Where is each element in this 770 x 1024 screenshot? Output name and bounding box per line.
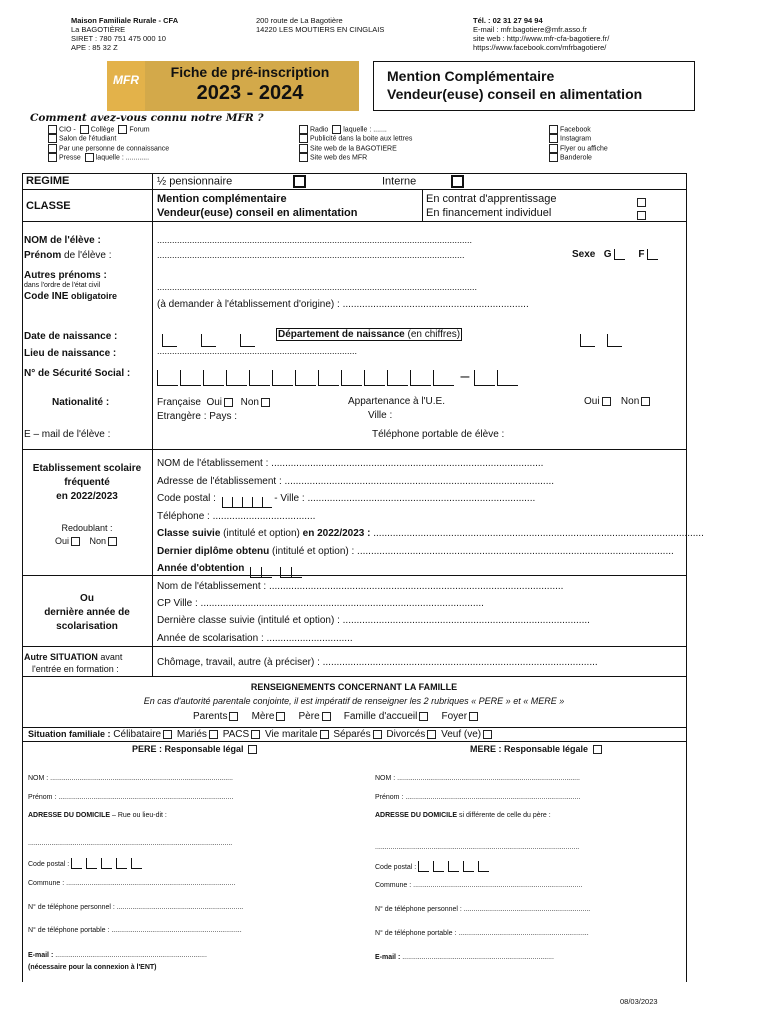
regime-opt-2-label: Interne — [382, 175, 417, 188]
checkbox-sexe-g[interactable] — [614, 249, 625, 260]
sexe-g-label: G — [603, 249, 612, 260]
etab-tel-field[interactable]: Téléphone : ..................................... — [157, 510, 316, 522]
ue-oui-label: Oui — [584, 396, 600, 407]
mere-prenom-field[interactable]: Prénom : .......................................................................................... — [375, 794, 581, 801]
checkbox-pacs[interactable] — [251, 730, 260, 739]
etab-adresse-field[interactable]: Adresse de l'établissement : ................................................................................................. — [157, 475, 555, 487]
famille-opt-foyer: Foyer — [441, 711, 468, 722]
label-presse-laquelle: laquelle : ............ — [95, 154, 150, 162]
mere-adresse-r: si différente de celle du père : — [457, 812, 551, 819]
form-title: Fiche de pré-inscription — [170, 64, 330, 80]
checkbox-nat-oui[interactable] — [224, 398, 233, 407]
row-line — [22, 189, 686, 190]
classe-value — [157, 192, 358, 220]
famille-options — [193, 711, 480, 722]
derniere-label — [22, 592, 152, 634]
checkbox-instagram[interactable] — [549, 134, 558, 143]
checkbox-site-bagotiere[interactable] — [299, 144, 308, 153]
dob-field[interactable] — [162, 329, 261, 347]
pere-email-dots: .............................................................................. — [53, 952, 207, 959]
sit-veuf: Veuf (ve) — [441, 729, 482, 740]
sexe-label: Sexe — [572, 249, 596, 260]
sit-pacs: PACS — [222, 729, 250, 740]
pere-cp-label: Code postal : — [28, 861, 70, 868]
pere-email-label: E-mail : — [28, 952, 54, 959]
famille-opt-pere: Père — [298, 711, 320, 722]
row-line — [22, 676, 686, 677]
ue-non-label: Non — [620, 396, 640, 407]
mention-line-2: Vendeur(euse) conseil en alimentation — [387, 86, 643, 102]
pere-prenom-field[interactable]: Prénom : .......................................................................................... — [28, 794, 234, 801]
derniere-cp-field[interactable]: CP Ville : ...................................................................................................... — [157, 598, 484, 610]
label-cio: CIO - — [59, 126, 76, 134]
checkbox-salon[interactable] — [48, 134, 57, 143]
email-label: E – mail de l'élève : — [24, 429, 111, 440]
ine-sub: obligatoire — [68, 291, 117, 301]
ine-field[interactable]: (à demander à l'établissement d'origine) : ................................................................... — [157, 299, 529, 310]
checkbox-celibataire[interactable] — [163, 730, 172, 739]
label-banderole: Banderole — [560, 154, 592, 162]
nat-fr-label: Française — [157, 397, 201, 408]
etab-fields — [157, 455, 704, 578]
situation-familiale — [28, 729, 494, 740]
mere-email-label: E-mail : — [375, 954, 401, 961]
mere-cp-field[interactable] — [375, 861, 491, 872]
situation-label-2: l'entrée en formation : — [32, 664, 119, 674]
mention-box — [373, 61, 695, 111]
label-radio: Radio — [310, 126, 329, 134]
checkbox-sexe-f[interactable] — [647, 249, 658, 260]
nom-label: NOM de l'élève : — [24, 235, 101, 246]
mere-commune-field[interactable]: Commune : ....................................................................................... — [375, 882, 583, 889]
label-radio-laquelle: laquelle : ....... — [343, 126, 387, 134]
address-block — [256, 16, 384, 34]
dept-field[interactable] — [580, 329, 628, 347]
derniere-fields — [157, 578, 590, 647]
form-year: 2023 - 2024 — [196, 82, 304, 104]
label-college: Collège — [90, 126, 115, 134]
etab-cp-box[interactable] — [222, 497, 232, 508]
org-ape: APE : 85 32 Z — [71, 43, 118, 52]
checkbox-maries[interactable] — [209, 730, 218, 739]
email[interactable]: E-mail : mfr.bagotiere@mfr.asso.fr — [473, 25, 587, 34]
org-block — [71, 16, 178, 52]
checkbox-personne[interactable] — [48, 144, 57, 153]
checkbox-pere[interactable] — [322, 712, 331, 721]
ue-options — [584, 396, 652, 407]
checkbox-demi-pension[interactable] — [293, 175, 306, 188]
checkbox-banderole[interactable] — [549, 153, 558, 162]
mere-tel-port-field[interactable]: N° de téléphone portable : ................................................................... — [375, 930, 589, 937]
mere-adresse-b: ADRESSE DU DOMICILE — [375, 812, 458, 819]
mention-line-1: Mention Complémentaire — [387, 68, 555, 84]
checkbox-interne[interactable] — [451, 175, 464, 188]
sexe-field — [572, 249, 660, 260]
checkbox-financement[interactable] — [635, 207, 648, 225]
lieu-field[interactable]: ................................................................................ — [157, 346, 358, 356]
checkbox-mere[interactable] — [276, 712, 285, 721]
how-col-1 — [46, 125, 169, 162]
pere-adresse-label — [28, 811, 167, 820]
classe-opt-2: En financement individuel — [426, 207, 552, 219]
how-col-3 — [547, 125, 608, 162]
birth-labels — [24, 328, 117, 362]
org-name-2: La BAGOTIÈRE — [71, 25, 126, 34]
classe-value-2: Vendeur(euse) conseil en alimentation — [157, 207, 358, 219]
autres-prenoms — [24, 270, 117, 302]
famille-subtitle: En cas d'autorité parentale conjointe, il est impératif de renseigner les 2 rubriques « PERE » et « MERE » — [143, 696, 565, 706]
derniere-label-3: scolarisation — [56, 621, 118, 632]
label-site-mfr: Site web des MFR — [310, 154, 368, 162]
prenom-field[interactable]: ........................................................................................................................... — [157, 250, 465, 260]
checkbox-nat-non[interactable] — [261, 398, 270, 407]
dob-label: Date de naissance : — [24, 331, 118, 342]
etab-diplome-label: Dernier diplôme obtenu — [157, 545, 270, 557]
mere-tel-perso-field[interactable]: N° de téléphone personnel : ................................................................. — [375, 906, 591, 913]
checkbox-separes[interactable] — [373, 730, 382, 739]
pere-tel-perso-field[interactable]: N° de téléphone personnel : ................................................................. — [28, 904, 244, 911]
pere-tel-port-field[interactable]: N° de téléphone portable : ................................................................... — [28, 927, 242, 934]
col-divider — [422, 189, 423, 221]
derniere-classe-field[interactable]: Dernière classe suivie (intitulé et option) : ......................................................................................... — [157, 615, 590, 627]
student-name-fields — [157, 233, 472, 263]
nat-label: Nationalité : — [52, 397, 110, 408]
row-line — [22, 741, 686, 742]
etab-classe-field[interactable]: ....................................................................................................................... — [370, 528, 704, 539]
footer-date: 08/03/2023 — [620, 997, 658, 1006]
etab-label-1: Etablissement scolaire — [32, 463, 142, 474]
checkbox-vie-maritale[interactable] — [320, 730, 329, 739]
famille-opt-parents: Parents — [193, 711, 228, 722]
checkbox-ue-oui[interactable] — [602, 397, 611, 406]
secu-label: N° de Sécurité Social : — [24, 368, 131, 379]
row-line — [22, 727, 686, 728]
prenom-label: Prénom — [24, 250, 62, 261]
etab-label — [22, 462, 152, 504]
mere-cp-label: Code postal : — [375, 864, 417, 871]
student-name-labels — [24, 233, 112, 263]
facebook-link[interactable]: https://www.facebook.com/mfrbagotiere/ — [473, 43, 607, 52]
label-instagram: Instagram — [560, 135, 592, 143]
mere-nom-field[interactable]: NOM : .............................................................................................. — [375, 775, 580, 782]
derniere-annee-field[interactable]: Année de scolarisation : ............................... — [157, 632, 353, 644]
dept-label-r: (en chiffres) — [404, 329, 461, 340]
row-line — [22, 449, 686, 450]
address-line-1: 200 route de La Bagotière — [256, 16, 343, 25]
checkbox-redoublant-oui[interactable] — [71, 537, 80, 546]
label-publicite: Publicité dans la boite aux lettres — [310, 135, 413, 143]
autres-prenoms-field[interactable]: ................................................................................................................................ — [157, 282, 478, 292]
checkbox-foyer[interactable] — [469, 712, 478, 721]
row-line — [22, 221, 686, 222]
pere-adresse-field[interactable]: ......................................................................................................... — [28, 840, 233, 847]
mere-heading — [470, 744, 604, 754]
label-forum: Forum — [129, 126, 150, 134]
sit-maries: Mariés — [176, 729, 207, 740]
checkbox-forum[interactable] — [118, 125, 127, 134]
contact-block — [473, 16, 609, 52]
label-site-bagotiere: Site web de la BAGOTIERE — [310, 145, 397, 153]
nat-pays-field[interactable]: Etrangère : Pays : — [157, 411, 238, 422]
org-siret: SIRET : 780 751 475 000 10 — [71, 34, 166, 43]
nat-oui-label: Oui — [206, 397, 223, 408]
famille-opt-accueil: Famille d'accueil — [343, 711, 418, 722]
situation-label-b: Autre SITUATION — [24, 652, 98, 662]
secu-field[interactable]: – — [157, 368, 520, 386]
website[interactable]: site web : http://www.mfr-cfa-bagotiere.fr/ — [473, 34, 610, 43]
dept-label — [276, 328, 462, 341]
etab-classe-year: en 2022/2023 : — [302, 528, 371, 539]
mere-adresse-label — [375, 811, 551, 820]
checkbox-facebook[interactable] — [549, 125, 558, 134]
situation-field[interactable]: Chômage, travail, autre (à préciser) : ................................................................................................... — [157, 657, 598, 668]
checkbox-publicite[interactable] — [299, 134, 308, 143]
pere-adresse-b: ADRESSE DU DOMICILE — [28, 812, 111, 819]
situation-label-r: avant — [97, 652, 123, 662]
label-personne: Par une personne de connaissance — [59, 145, 170, 153]
sit-divorces: Divorcés — [386, 729, 426, 740]
mere-email-dots: .............................................................................. — [400, 954, 554, 961]
mere-heading-text: MERE : Responsable légale — [470, 744, 589, 754]
etab-cp-label: Code postal : — [157, 493, 216, 504]
prenom-label-rest: de l'élève : — [61, 250, 112, 261]
nat-non-label: Non — [240, 397, 259, 408]
checkbox-college[interactable] — [80, 125, 89, 134]
sexe-f-label: F — [638, 249, 645, 260]
autres-prenoms-label: Autres prénoms : — [24, 270, 107, 281]
pere-commune-field[interactable]: Commune : ....................................................................................... — [28, 880, 236, 887]
etab-annee-label: Année d'obtention — [157, 563, 245, 574]
checkbox-ue-non[interactable] — [641, 397, 650, 406]
redoublant-label: Redoublant : — [61, 523, 113, 533]
pere-nom-field[interactable]: NOM : .............................................................................................. — [28, 775, 233, 782]
checkbox-presse-laquelle[interactable] — [85, 153, 94, 162]
tel-label[interactable]: Téléphone portable de élève : — [372, 429, 505, 440]
derniere-label-2: dernière année de — [44, 607, 130, 618]
checkbox-veuf[interactable] — [483, 730, 492, 739]
ue-label: Appartenance à l'U.E. — [348, 396, 445, 407]
checkbox-pere-legal[interactable] — [248, 745, 257, 754]
sit-separes: Séparés — [333, 729, 371, 740]
classe-value-1: Mention complémentaire — [157, 193, 287, 205]
redoublant-non-label: Non — [89, 536, 107, 546]
logo — [107, 61, 145, 111]
regime-interne — [382, 175, 464, 188]
col-divider — [152, 173, 153, 676]
lieu-label: Lieu de naissance : — [24, 348, 117, 359]
checkbox-accueil[interactable] — [419, 712, 428, 721]
checkbox-flyer[interactable] — [549, 144, 558, 153]
famille-opt-mere: Mère — [251, 711, 275, 722]
pere-heading-text: PERE : Responsable légal — [132, 744, 244, 754]
checkbox-cio[interactable] — [48, 125, 57, 134]
checkbox-radio-laquelle[interactable] — [332, 125, 341, 134]
regime-opt-1-label: ½ pensionnaire — [157, 175, 233, 188]
phone: Tél. : 02 31 27 94 94 — [473, 16, 543, 25]
checkbox-site-mfr[interactable] — [299, 153, 308, 162]
checkbox-radio[interactable] — [299, 125, 308, 134]
checkbox-parents[interactable] — [229, 712, 238, 721]
pere-adresse-r: – Rue ou lieu-dit : — [110, 812, 167, 819]
situation-familiale-label: Situation familiale : — [28, 729, 111, 739]
redoublant-oui-label: Oui — [54, 536, 69, 546]
sit-celibataire: Célibataire — [113, 729, 162, 740]
ine-label: Code INE — [24, 291, 69, 302]
logo-text: MFR — [113, 73, 139, 87]
regime-demi-pension — [157, 175, 306, 188]
etab-classe-label: Classe suivie — [157, 528, 221, 539]
label-salon: Salon de l'étudiant — [59, 135, 117, 143]
checkbox-redoublant-non[interactable] — [108, 537, 117, 546]
situation-label — [24, 651, 152, 675]
pere-email-field[interactable] — [28, 951, 207, 960]
redoublant — [22, 522, 152, 548]
etab-nom-field[interactable]: NOM de l'établissement : .................................................................................................. — [157, 458, 544, 469]
sit-vie-maritale: Vie maritale — [264, 729, 318, 740]
label-facebook: Facebook — [560, 126, 591, 134]
ville-label[interactable]: Ville : — [368, 410, 393, 421]
how-col-2 — [297, 125, 412, 162]
classe-label: CLASSE — [26, 200, 71, 212]
dept-label-b: Département de naissance — [278, 329, 405, 340]
financement-options — [426, 192, 557, 220]
derniere-nom-field[interactable]: Nom de l'établissement : .......................................................................................................... — [157, 581, 564, 592]
regime-label: REGIME — [26, 175, 70, 187]
etab-label-2: fréquenté — [64, 477, 110, 488]
autres-prenoms-sub: dans l'ordre de l'état civil — [24, 282, 101, 289]
nom-field[interactable]: .............................................................................................................................. — [157, 235, 473, 245]
etab-ville-field[interactable]: - Ville : .................................................................................. — [274, 493, 536, 504]
etab-diplome-field[interactable]: (intitulé et option) : .................................................................................................................. — [269, 545, 674, 557]
nat-field — [157, 396, 272, 424]
checkbox-mere-legal[interactable] — [593, 745, 602, 754]
address-line-2: 14220 LES MOUTIERS EN CINGLAIS — [256, 25, 385, 34]
pere-cp-field[interactable] — [28, 858, 144, 869]
mere-adresse-field[interactable]: ......................................................................................................... — [375, 844, 580, 851]
pere-email-note: (nécessaire pour la connexion à l'ENT) — [28, 964, 157, 971]
pere-heading — [132, 744, 259, 754]
etab-classe-label-r: (intitulé et option) — [220, 528, 303, 539]
label-presse: Presse — [59, 154, 81, 162]
org-name: Maison Familiale Rurale - CFA — [71, 16, 179, 25]
mere-email-field[interactable] — [375, 953, 554, 962]
classe-opt-1: En contrat d'apprentissage — [426, 193, 557, 205]
etab-label-3: en 2022/2023 — [56, 491, 118, 502]
derniere-label-1: Ou — [80, 593, 94, 604]
famille-title: RENSEIGNEMENTS CONCERNANT LA FAMILLE — [250, 682, 458, 692]
checkbox-divorces[interactable] — [427, 730, 436, 739]
checkbox-presse[interactable] — [48, 153, 57, 162]
how-question: Comment avez-vous connu notre MFR ? — [30, 112, 264, 124]
label-flyer: Flyer ou affiche — [560, 145, 608, 153]
